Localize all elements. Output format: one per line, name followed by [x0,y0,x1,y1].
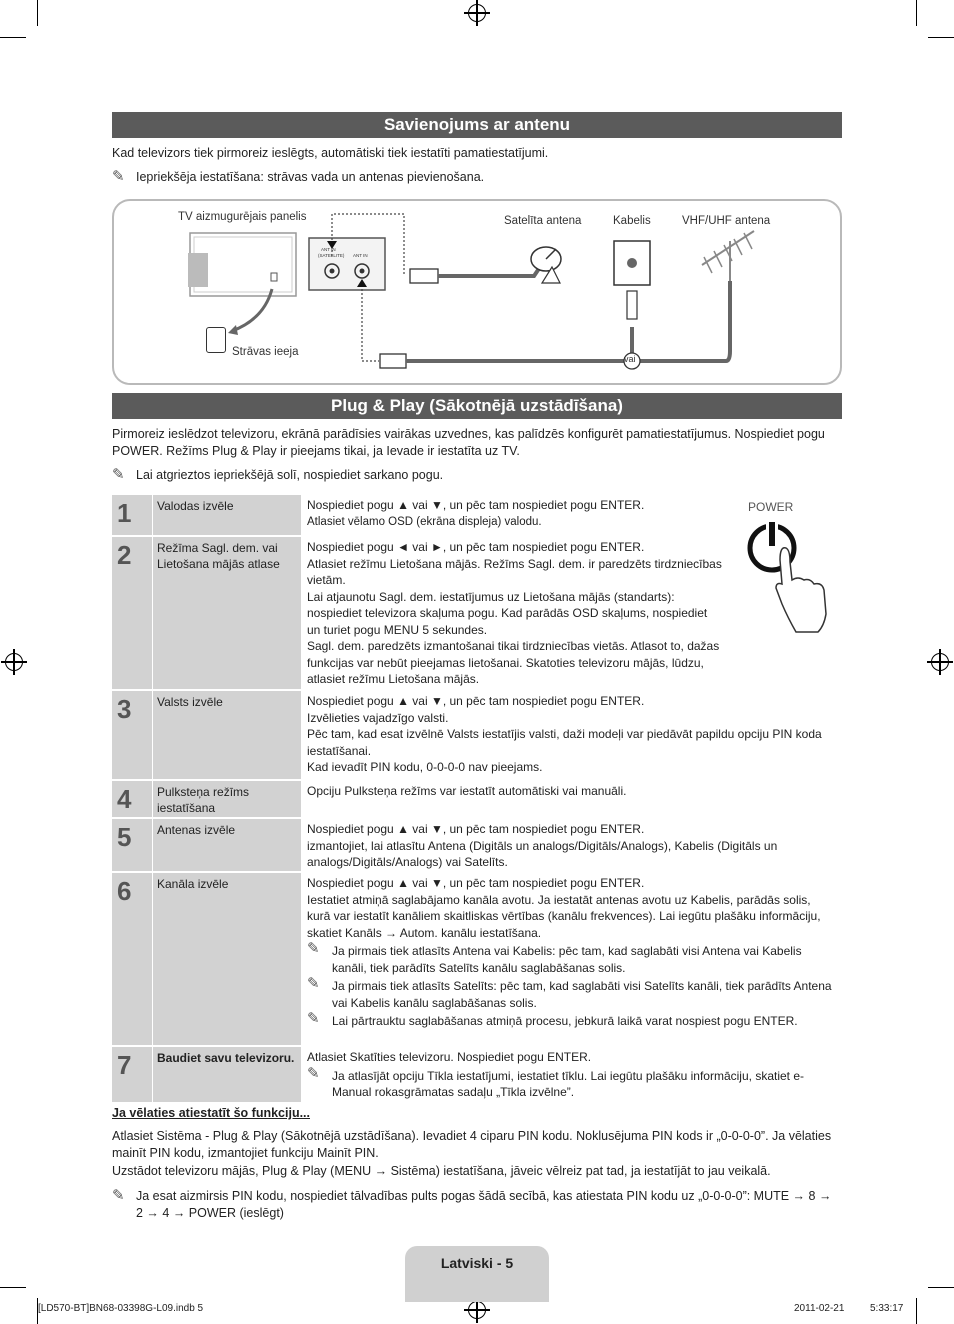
reset-heading: Ja vēlaties atiestatīt šo funkciju... [112,1106,310,1120]
pencil-note-icon: ✎ [307,940,320,957]
step-note-text: Ja pirmais tiek atlasīts Antena vai Kabelis: pēc tam, kad saglabāti visi Antena vai Kabelis kanāli, tiek parādīts Satelīts kanālu saglabāšanas solis. [332,944,802,975]
step-note [307,975,837,1011]
registration-mark-icon [468,1301,486,1319]
section2-intro: Pirmoreiz ieslēdzot televizoru, ekrānā parādīsies vairākas uzvednes, kas palīdzēs konfigurēt pamatiestatījumus. Nospiediet pogu POWER. Režīms Plug & Play ir pieejams tikai, ja Ievade ir iestatīta uz TV. [112,427,825,458]
registration-mark-icon [931,653,949,671]
step-note [307,1064,837,1101]
step-title: Valodas izvēle [153,495,301,535]
pencil-note-icon: ✎ [307,1010,320,1027]
section2-note-text: Lai atgrieztos iepriekšējā solī, nospiediet sarkano pogu. [136,468,444,482]
step-number: 4 [112,781,152,817]
footer-file: [LD570-BT]BN68-03398G-L09.indb 5 [38,1303,204,1314]
section2-note [112,467,837,484]
footer-date: 2011-02-21 [794,1303,845,1314]
step-number: 1 [112,495,152,535]
step-note-text: Ja atlasījāt opciju Tīkla iestatījumi, iestatiet tīklu. Lai iegūtu plašāku informāciju, skatiet e-Manual rokasgrāmatas sadaļu „Tīkla izvēlne”. [332,1068,805,1099]
step-note-text: Ja pirmais tiek atlasīts Satelīts: pēc tam, kad saglabāti visi Satelīts kanāli, tiek parādīts Antena vai Kabelis kanālu saglabāšanas solis. [332,979,832,1010]
step-title: Kanāla izvēle [153,873,301,1045]
antenna-connection-diagram [112,199,842,385]
step-text: izmantojiet, lai atlasītu Antena (Digitāls un analogs/Digitāls/Analogs), Kabelis (Digitāls un analogs/Digitāls/Analogs) vai Satelīts. [307,838,778,869]
registration-mark-icon [5,653,23,671]
step-note-text: Lai pārtrauktu saglabāšanas atmiņā procesu, jebkurā laikā varat nospiest pogu ENTER. [332,1014,798,1028]
svg-text:ANT IN: ANT IN [321,247,336,252]
power-input-label: Strāvas ieeja [232,346,299,358]
crop-mark [37,0,38,26]
step-text: Iestatiet atmiņā saglabājamo kanāla avotu. Ja iestatāt antenas avotu uz Kabelis, parādās solis, kurā var iestatīt kanāliem skaitliskas vērtības (kanālu frekvences). Lai iegūtu plašāku informāciju, skatiet Kanāls → Autom. kanālu iestatīšana. [307,892,821,940]
step-text: Nospiediet pogu ◄ vai ►, un pēc tam nospiediet pogu ENTER. [307,540,645,554]
step-number: 3 [112,691,152,779]
svg-text:ANT IN: ANT IN [353,253,368,258]
step-number: 5 [112,819,152,871]
step-description [307,497,722,530]
connection-diagram-graphic [114,201,840,383]
or-label: vai [624,354,636,364]
tv-panel-label: TV aizmugurējais panelis [178,211,307,223]
step-description [307,821,837,871]
footer-time: 5:33:17 [870,1303,904,1314]
step-text: Nospiediet pogu ▲ vai ▼, un pēc tam nospiediet pogu ENTER. [307,498,645,512]
power-button-hand-icon [746,518,836,636]
step-title: Režīma Sagl. dem. vai Lietošana mājās atlase [153,537,301,689]
pencil-note-icon: ✎ [112,1187,125,1204]
reset-paragraph-1: Atlasiet Sistēma - Plug & Play (Sākotnējā uzstādīšana). Ievadiet 4 ciparu PIN kodu. Noklusējuma PIN kods ir „0-0-0-0”. Ja vēlaties mainīt PIN kodu, izmantojiet funkciju Mainīt PIN. [112,1129,832,1160]
step-text: Opciju Pulksteņa režīms var iestatīt automātiski vai manuāli. [307,784,627,798]
crop-mark [928,37,954,38]
section-title-plug-play: Plug & Play (Sākotnējā uzstādīšana) [112,393,842,419]
pencil-note-icon: ✎ [112,466,125,483]
power-label: POWER [748,500,794,514]
step-number: 6 [112,873,152,1045]
step-description [307,693,837,776]
reset-note [112,1188,837,1222]
power-socket-icon [206,327,226,353]
reset-note-text: Ja esat aizmirsis PIN kodu, nospiediet tālvadības pults pogas šādā secībā, kas atiestata PIN kodu uz „0-0-0-0”: MUTE → 8 → 2 → 4 → POWER (ieslēgt) [136,1189,832,1220]
section1-intro: Kad televizors tiek pirmoreiz ieslēgts, automātiski tiek iestatīti pamatiestatījumi. [112,146,549,160]
step-note [307,1010,837,1030]
step-text: Atlasiet režīmu Lietošana mājās. Režīms Sagl. dem. ir paredzēts tirdzniecības vietām. [307,556,722,587]
step-text: Nospiediet pogu ▲ vai ▼, un pēc tam nospiediet pogu ENTER. [307,822,645,836]
pencil-note-icon: ✎ [307,975,320,992]
reset-paragraph-2: Uzstādot televizoru mājās, Plug & Play (MENU → Sistēma) iestatīšana, jāveic vēlreiz pat tad, ja iestatījāt to jau veikalā. [112,1164,771,1178]
registration-mark-icon [468,4,486,22]
cable-label: Kabelis [613,215,651,227]
section1-note [112,169,837,186]
step-text: Atlasiet vēlamo OSD (ekrāna displeja) valodu. [307,515,542,528]
step-description [307,539,722,688]
step-text: Sagl. dem. paredzēts izmantošanai tikai tirdzniecības vietās. Atlasot to, dažas funkcijas var nebūt pieejamas lietošanai. Skatoties televizoru mājās, lūdzu, atlasiet režīmu Lietošana mājās. [307,639,720,686]
pencil-note-icon: ✎ [112,168,125,185]
step-title: Baudiet savu televizoru. [153,1047,301,1102]
step-title: Pulksteņa režīms iestatīšana [153,781,301,817]
satellite-label: Satelīta antena [504,215,582,227]
crop-mark [928,1287,954,1288]
step-text: Kad ievadīt PIN kodu, 0-0-0-0 nav pieejams. [307,760,543,774]
pencil-note-icon: ✎ [307,1064,320,1082]
step-description [307,875,837,1032]
step-text: Izvēlieties vajadzīgo valsti. [307,710,449,725]
crop-mark [916,1298,917,1324]
step-description [307,1049,837,1103]
step-text: Nospiediet pogu ▲ vai ▼, un pēc tam nospiediet pogu ENTER. [307,876,645,890]
section1-note-text: Iepriekšēja iestatīšana: strāvas vada un antenas pievienošana. [136,170,485,184]
step-description [307,783,837,800]
step-text: Nospiediet pogu ▲ vai ▼, un pēc tam nospiediet pogu ENTER. [307,694,645,708]
step-number: 7 [112,1047,152,1102]
svg-text:(SATELLITE): (SATELLITE) [318,253,345,258]
crop-mark [0,37,26,38]
page-number-tab: Latviski - 5 [405,1246,549,1302]
step-text: Atlasiet Skatīties televizoru. Nospiediet pogu ENTER. [307,1050,592,1064]
step-text: Lai atjaunotu Sagl. dem. iestatījumus uz Lietošana mājās (standarts): nospiediet televizora skaļuma pogu. Kad parādās OSD skaļums, nospiediet un turiet pogu MENU 5 sekundes. [307,589,708,637]
step-number: 2 [112,537,152,689]
step-title: Valsts izvēle [153,691,301,779]
step-title: Antenas izvēle [153,819,301,871]
step-text: Pēc tam, kad esat izvēlnē Valsts iestatījis valsti, daži modeļi var piedāvāt papildu opciju PIN koda iestatīšanai. [307,727,822,758]
section-title-antenna: Savienojums ar antenu [112,112,842,138]
step-note [307,940,837,976]
crop-mark [0,1287,26,1288]
antenna-label: VHF/UHF antena [682,215,771,227]
crop-mark [916,0,917,26]
